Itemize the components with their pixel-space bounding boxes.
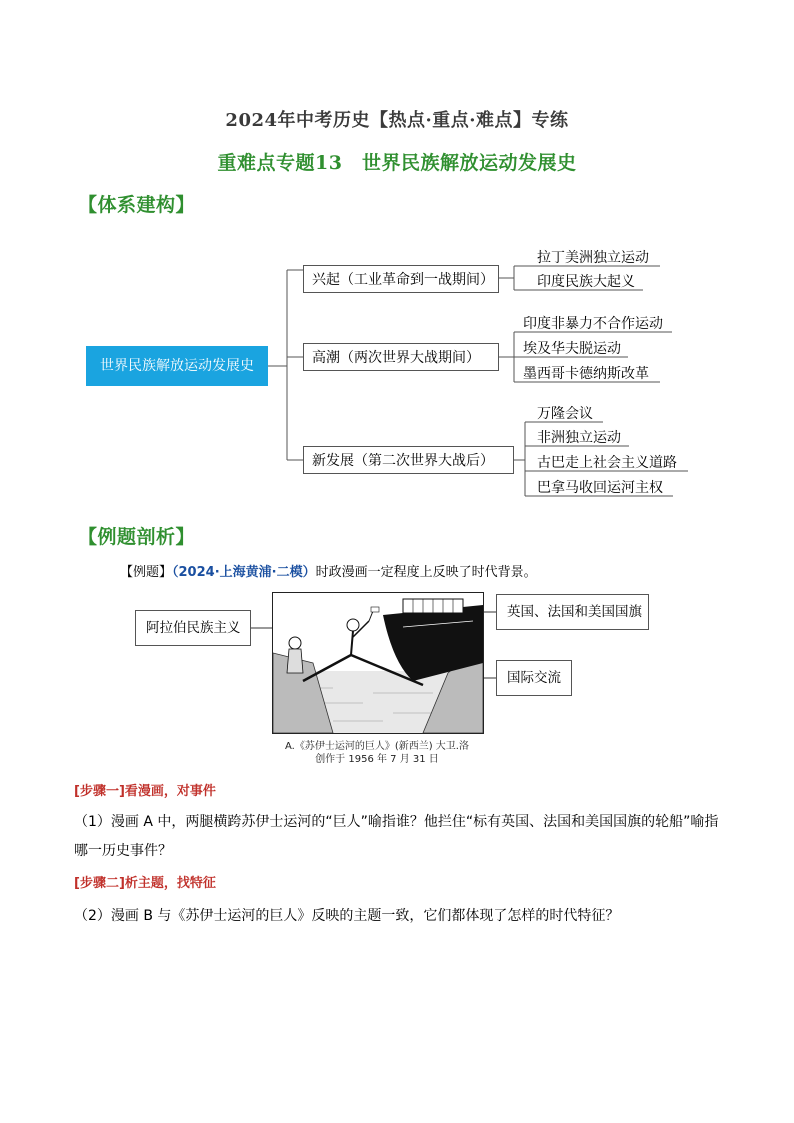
mindmap-root: 世界民族解放运动发展史 xyxy=(86,346,268,386)
example-label: 【例题】 xyxy=(120,565,173,580)
branch-climax: 高潮（两次世界大战期间） xyxy=(303,343,499,371)
document-subtitle: 重难点专题13 世界民族解放运动发展史 xyxy=(217,152,577,174)
cartoon-caption-line1: A.《苏伊士运河的巨人》(新西兰) 大卫.洛 xyxy=(284,741,469,752)
mindmap-connectors xyxy=(0,0,794,520)
leaf-bandung: 万隆会议 xyxy=(537,406,593,422)
example-intro: 时政漫画一定程度上反映了时代背景。 xyxy=(315,565,537,580)
step2-label: [步骤二]析主题，找特征 xyxy=(74,876,216,891)
leaf-africa-independence: 非洲独立运动 xyxy=(537,430,621,446)
callout-flags: 英国、法国和美国国旗 xyxy=(496,594,649,630)
leaf-india-uprising: 印度民族大起义 xyxy=(537,274,635,290)
leaf-latin-america: 拉丁美洲独立运动 xyxy=(537,250,649,266)
leaf-panama-canal: 巴拿马收回运河主权 xyxy=(537,480,663,496)
leaf-cuba-socialism: 古巴走上社会主义道路 xyxy=(537,455,677,471)
document-title: 2024年中考历史【热点·重点·难点】专练 xyxy=(225,110,569,131)
branch-rise: 兴起（工业革命到一战期间） xyxy=(303,265,499,293)
step1-label: [步骤一]看漫画，对事件 xyxy=(74,784,216,799)
branch-new-development: 新发展（第二次世界大战后） xyxy=(303,446,514,474)
section-example-heading: 【例题剖析】 xyxy=(78,526,196,548)
section-framework-heading: 【体系建构】 xyxy=(78,194,196,216)
leaf-india-noncooperation: 印度非暴力不合作运动 xyxy=(523,316,663,332)
callout-international-exchange: 国际交流 xyxy=(496,660,572,696)
leaf-egypt-wafd: 埃及华夫脱运动 xyxy=(523,341,621,357)
example-intro-line xyxy=(120,561,537,580)
example-source: （2024·上海黄浦·二模） xyxy=(172,565,316,580)
question1-line1: （1）漫画 A 中，两腿横跨苏伊士运河的“巨人”喻指谁？他拦住“标有英国、法国和美国国旗的轮船”喻指 xyxy=(74,814,719,830)
question2: （2）漫画 B 与《苏伊士运河的巨人》反映的主题一致，它们都体现了怎样的时代特征？ xyxy=(74,908,620,924)
cartoon-image xyxy=(272,592,484,734)
cartoon-caption-line2: 创作于 1956 年 7 月 31 日 xyxy=(315,754,439,765)
callout-arab-nationalism: 阿拉伯民族主义 xyxy=(135,610,251,646)
question1-line2: 哪一历史事件？ xyxy=(74,843,172,859)
suez-cartoon-illustration xyxy=(273,593,483,733)
leaf-mexico-cardenas: 墨西哥卡德纳斯改革 xyxy=(523,366,649,382)
